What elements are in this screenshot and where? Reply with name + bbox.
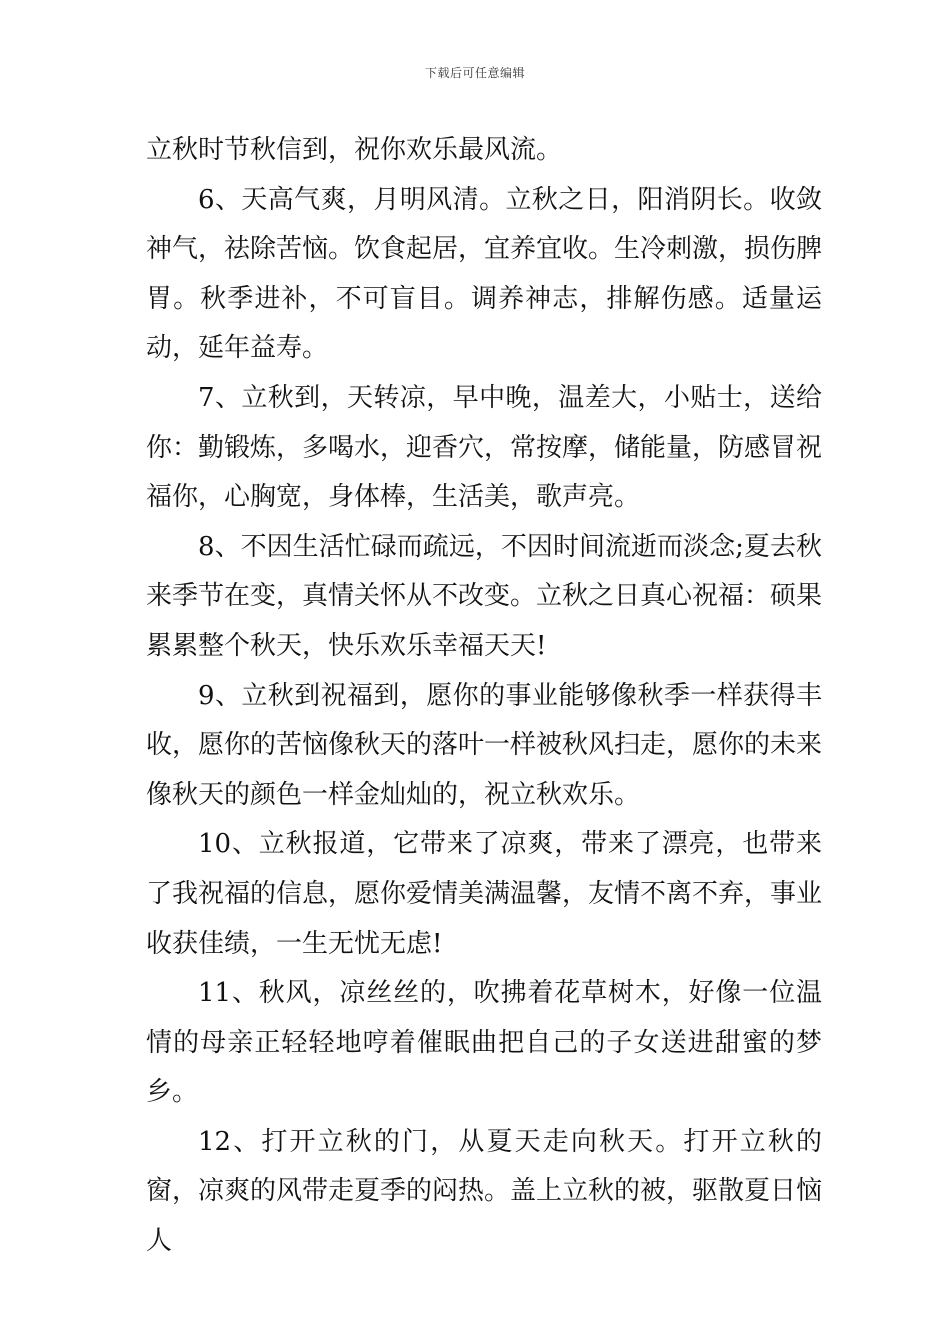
paragraph-item-12: 12、打开立秋的门，从夏天走向秋天。打开立秋的窗，凉爽的风带走夏季的闷热。盖上立秋的被，驱散夏日恼人 [146,1126,823,1257]
paragraph-item-8: 8、不因生活忙碌而疏远，不因时间流逝而淡念;夏去秋来季节在变，真情关怀从不改变。立秋之日真心祝福：硕果累累整个秋天，快乐欢乐幸福天天! [146,531,823,661]
page-header: 下载后可任意编辑 [424,66,525,80]
paragraph-item-10: 10、立秋报道，它带来了凉爽，带来了漂亮，也带来了我祝福的信息，愿你爱情美满温馨，友情不离不弃，事业收获佳绩，一生无忧无虑! [146,829,823,959]
paragraph-continuation: 立秋时节秋信到，祝你欢乐最风流。 [146,135,563,165]
document-body [146,126,822,1267]
paragraph-item-7: 7、立秋到，天转凉，早中晚，温差大，小贴士，送给你：勤锻炼，多喝水，迎香穴，常按摩，储能量，防感冒祝福你，心胸宽，身体棒，生活美，歌声亮。 [146,382,823,513]
paragraph-item-11: 11、秋风，凉丝丝的，吹拂着花草树木，好像一位温情的母亲正轻轻地哼着催眠曲把自己的子女送进甜蜜的梦乡。 [146,978,822,1108]
paragraph-item-6: 6、天高气爽，月明风清。立秋之日，阳消阴长。收敛神气，祛除苦恼。饮食起居，宜养宜收。生冷刺激，损伤脾胃。秋季进补，不可盲目。调养神志，排解伤感。适量运动，延年益寿。 [146,184,823,364]
paragraph-item-9: 9、立秋到祝福到，愿你的事业能够像秋季一样获得丰收，愿你的苦恼像秋天的落叶一样被秋风扫走，愿你的未来像秋天的颜色一样金灿灿的，祝立秋欢乐。 [146,680,823,810]
